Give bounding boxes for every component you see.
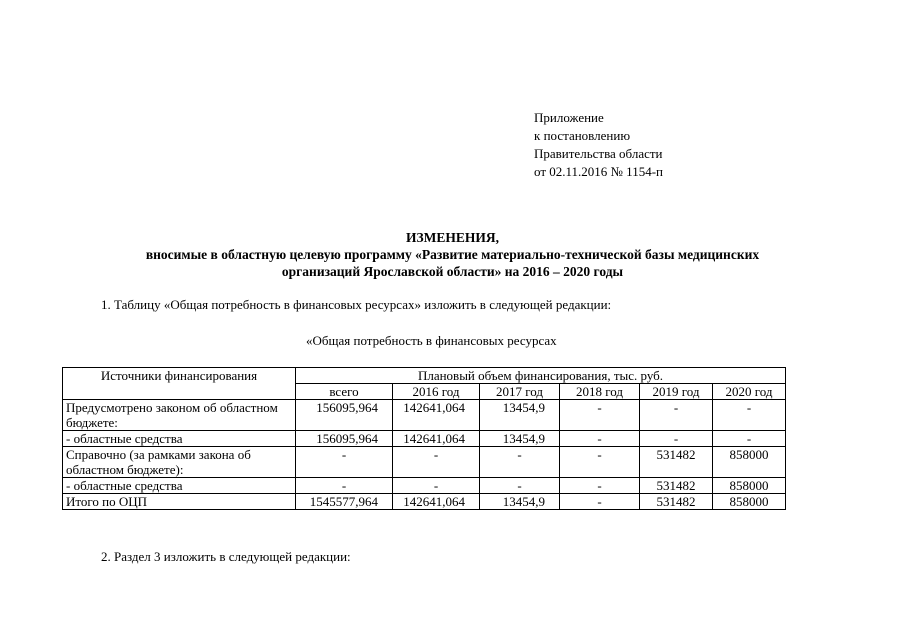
attachment-line: от 02.11.2016 № 1154-п bbox=[534, 164, 663, 179]
title-line: вносимые в областную целевую программу «Развитие материально-технической базы медицинских bbox=[145, 247, 760, 262]
title-line: организаций Ярославской области» на 2016 – 2020 годы bbox=[281, 264, 624, 279]
row-value: 13454,9 bbox=[480, 431, 560, 447]
row-value: - bbox=[713, 400, 786, 431]
row-value: - bbox=[560, 494, 640, 510]
row-value: 142641,064 bbox=[393, 431, 480, 447]
row-value: - bbox=[713, 431, 786, 447]
header-planned: Плановый объем финансирования, тыс. руб. bbox=[296, 368, 786, 384]
row-value: - bbox=[560, 478, 640, 494]
row-source: - областные средства bbox=[63, 478, 296, 494]
row-value: - bbox=[393, 447, 480, 478]
row-value: - bbox=[296, 478, 393, 494]
table-caption: «Общая потребность в финансовых ресурсах bbox=[306, 333, 557, 348]
row-value: 858000 bbox=[713, 478, 786, 494]
row-value: 13454,9 bbox=[480, 400, 560, 431]
paragraph-1: 1. Таблицу «Общая потребность в финансовых ресурсах» изложить в следующей редакции: bbox=[101, 297, 612, 312]
table-row-total bbox=[63, 494, 786, 510]
row-value: - bbox=[393, 478, 480, 494]
row-source: Итого по ОЦП bbox=[63, 494, 296, 510]
title-line: ИЗМЕНЕНИЯ, bbox=[405, 230, 499, 245]
row-value: - bbox=[560, 447, 640, 478]
table-row bbox=[63, 478, 786, 494]
table-row bbox=[63, 447, 786, 478]
row-value: - bbox=[560, 431, 640, 447]
subheader-cell: 2019 год bbox=[640, 384, 713, 400]
attachment-block bbox=[534, 109, 663, 181]
row-value: 142641,064 bbox=[393, 400, 480, 431]
table-row bbox=[63, 431, 786, 447]
row-value: 142641,064 bbox=[393, 494, 480, 510]
header-source: Источники финансирования bbox=[63, 368, 296, 400]
row-value: - bbox=[640, 431, 713, 447]
row-source: Справочно (за рамками закона об областном бюджете): bbox=[63, 447, 296, 478]
row-value: 13454,9 bbox=[480, 494, 560, 510]
row-value: - bbox=[640, 400, 713, 431]
row-value: 156095,964 bbox=[296, 431, 393, 447]
subheader-cell: всего bbox=[296, 384, 393, 400]
row-value: - bbox=[480, 447, 560, 478]
row-value: 531482 bbox=[640, 447, 713, 478]
row-value: 531482 bbox=[640, 494, 713, 510]
table-header-row bbox=[63, 368, 786, 384]
attachment-line: к постановлению bbox=[534, 128, 631, 143]
row-value: 531482 bbox=[640, 478, 713, 494]
row-value: 156095,964 bbox=[296, 400, 393, 431]
financing-table bbox=[62, 367, 786, 510]
subheader-cell: 2016 год bbox=[393, 384, 480, 400]
row-source: - областные средства bbox=[63, 431, 296, 447]
paragraph-2: 2. Раздел 3 изложить в следующей редакции: bbox=[101, 549, 351, 564]
row-value: 1545577,964 bbox=[296, 494, 393, 510]
row-source: Предусмотрено законом об областном бюджете: bbox=[63, 400, 296, 431]
attachment-line: Приложение bbox=[534, 110, 604, 125]
row-value: - bbox=[560, 400, 640, 431]
subheader-cell: 2018 год bbox=[560, 384, 640, 400]
document-title bbox=[0, 229, 905, 280]
row-value: 858000 bbox=[713, 494, 786, 510]
row-value: 858000 bbox=[713, 447, 786, 478]
subheader-cell: 2020 год bbox=[713, 384, 786, 400]
attachment-line: Правительства области bbox=[534, 146, 663, 161]
subheader-cell: 2017 год bbox=[480, 384, 560, 400]
row-value: - bbox=[480, 478, 560, 494]
row-value: - bbox=[296, 447, 393, 478]
table-row bbox=[63, 400, 786, 431]
